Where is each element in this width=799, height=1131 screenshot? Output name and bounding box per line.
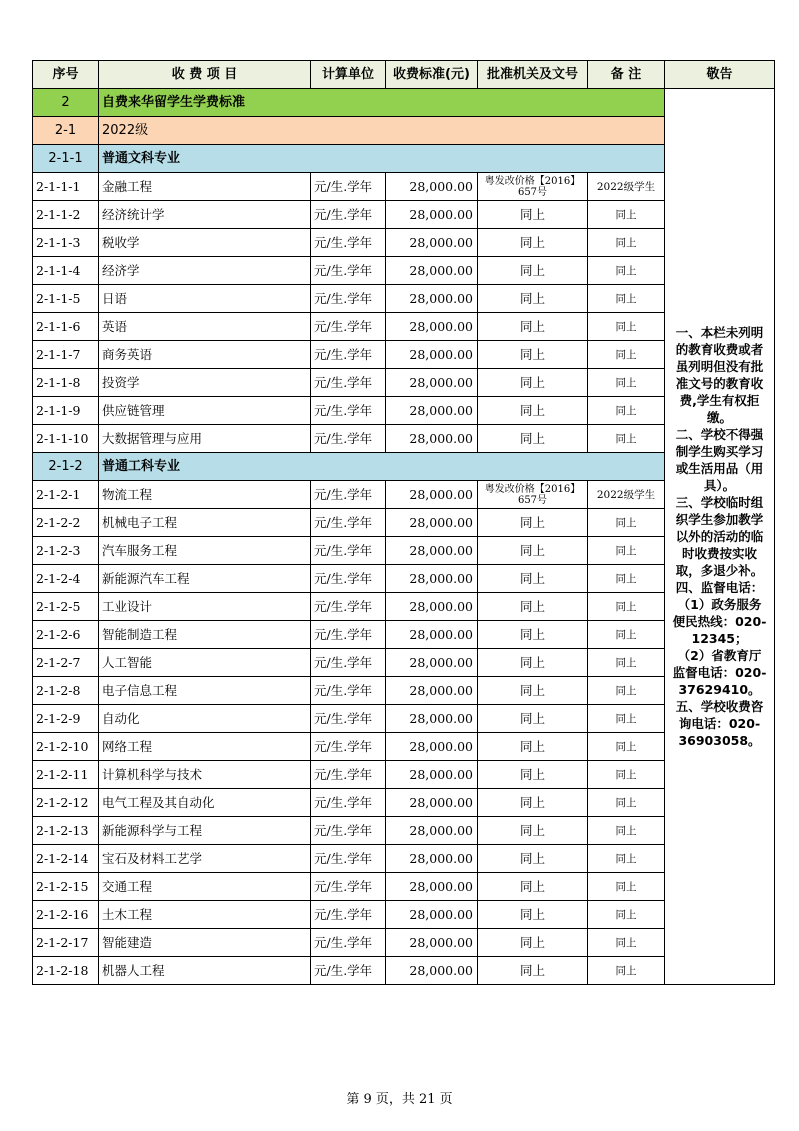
- notice-line: 37629410。: [678, 682, 761, 697]
- notice-line: 准文号的教育收: [675, 376, 764, 391]
- table-row: [33, 257, 775, 285]
- row-item-name: 网络工程: [99, 733, 311, 761]
- row-approval: 同上: [478, 593, 588, 621]
- row-fee: 28,000.00: [386, 565, 478, 593]
- row-item-name: 汽车服务工程: [99, 537, 311, 565]
- row-fee: 28,000.00: [386, 201, 478, 229]
- row-fee: 28,000.00: [386, 705, 478, 733]
- row-approval: 同上: [478, 845, 588, 873]
- row-approval: 粤发改价格【2016】657号: [478, 173, 588, 201]
- row-fee: 28,000.00: [386, 649, 478, 677]
- row-seq: 2-1-1-4: [33, 257, 99, 285]
- notice-line: 12345；: [691, 631, 748, 646]
- row-item-name: 智能制造工程: [99, 621, 311, 649]
- notice-line: 四、监督电话：: [675, 580, 764, 595]
- notice-line: 五、学校收费咨: [675, 699, 764, 714]
- row-remark: 同上: [588, 285, 665, 313]
- row-fee: 28,000.00: [386, 173, 478, 201]
- row-approval: 同上: [478, 313, 588, 341]
- row-seq: 2-1-2-9: [33, 705, 99, 733]
- row-unit: 元/生.学年: [311, 369, 386, 397]
- row-seq: 2-1-2-12: [33, 789, 99, 817]
- row-unit: 元/生.学年: [311, 341, 386, 369]
- row-approval: 同上: [478, 649, 588, 677]
- row-approval: 同上: [478, 873, 588, 901]
- row-approval: 同上: [478, 901, 588, 929]
- row-approval: 同上: [478, 285, 588, 313]
- row-unit: 元/生.学年: [311, 509, 386, 537]
- row-seq: 2-1-1-2: [33, 201, 99, 229]
- row-remark: 同上: [588, 929, 665, 957]
- row-approval: 同上: [478, 789, 588, 817]
- table-row: [33, 649, 775, 677]
- row-approval: 同上: [478, 537, 588, 565]
- notice-cell: [665, 89, 775, 985]
- row-fee: 28,000.00: [386, 957, 478, 985]
- table-row: [33, 173, 775, 201]
- row-approval: 同上: [478, 761, 588, 789]
- notice-line: 具）。: [703, 478, 736, 493]
- row-item-name: 新能源汽车工程: [99, 565, 311, 593]
- row-remark: 同上: [588, 873, 665, 901]
- row-remark: 同上: [588, 201, 665, 229]
- row-remark: 同上: [588, 313, 665, 341]
- row-fee: 28,000.00: [386, 369, 478, 397]
- row-remark: 同上: [588, 509, 665, 537]
- row-approval: 同上: [478, 705, 588, 733]
- row-remark: 同上: [588, 789, 665, 817]
- category-title: 普通文科专业: [99, 145, 665, 173]
- row-fee: 28,000.00: [386, 929, 478, 957]
- table-row: [33, 789, 775, 817]
- notice-line: 监督电话：020-: [672, 665, 767, 680]
- row-seq: 2-1-2-5: [33, 593, 99, 621]
- row-approval: 同上: [478, 425, 588, 453]
- row-unit: 元/生.学年: [311, 257, 386, 285]
- row-unit: 元/生.学年: [311, 593, 386, 621]
- notice-line: 织学生参加教学: [675, 512, 764, 527]
- row-remark: 同上: [588, 257, 665, 285]
- row-unit: 元/生.学年: [311, 425, 386, 453]
- row-remark: 同上: [588, 369, 665, 397]
- row-remark: 同上: [588, 537, 665, 565]
- category-seq: 2-1-2: [33, 453, 99, 481]
- row-unit: 元/生.学年: [311, 397, 386, 425]
- notice-line: 一、本栏未列明: [675, 325, 764, 340]
- row-unit: 元/生.学年: [311, 537, 386, 565]
- row-fee: 28,000.00: [386, 481, 478, 509]
- row-remark: 同上: [588, 341, 665, 369]
- row-seq: 2-1-2-2: [33, 509, 99, 537]
- table-row: [33, 369, 775, 397]
- row-remark: 同上: [588, 593, 665, 621]
- row-item-name: 智能建造: [99, 929, 311, 957]
- row-unit: 元/生.学年: [311, 481, 386, 509]
- header-seq: 序号: [33, 61, 99, 89]
- row-unit: 元/生.学年: [311, 873, 386, 901]
- row-item-name: 计算机科学与技术: [99, 761, 311, 789]
- page-footer: 第 9 页，共 21 页: [346, 1092, 453, 1107]
- row-seq: 2-1-1-6: [33, 313, 99, 341]
- row-fee: 28,000.00: [386, 873, 478, 901]
- row-seq: 2-1-1-3: [33, 229, 99, 257]
- table-row: [33, 845, 775, 873]
- row-remark: 同上: [588, 649, 665, 677]
- row-remark: 同上: [588, 845, 665, 873]
- row-fee: 28,000.00: [386, 257, 478, 285]
- row-unit: 元/生.学年: [311, 677, 386, 705]
- header-standard: 收费标准(元): [386, 61, 478, 89]
- row-fee: 28,000.00: [386, 733, 478, 761]
- table-row: [33, 313, 775, 341]
- row-seq: 2-1-2-7: [33, 649, 99, 677]
- row-approval: 同上: [478, 677, 588, 705]
- table-row: [33, 481, 775, 509]
- row-fee: 28,000.00: [386, 537, 478, 565]
- row-remark: 2022级学生: [588, 481, 665, 509]
- header-approval: 批准机关及文号: [478, 61, 588, 89]
- row-unit: 元/生.学年: [311, 957, 386, 985]
- row-unit: 元/生.学年: [311, 929, 386, 957]
- table-row: [33, 733, 775, 761]
- row-approval: 同上: [478, 201, 588, 229]
- row-unit: 元/生.学年: [311, 621, 386, 649]
- row-approval: 同上: [478, 257, 588, 285]
- row-item-name: 工业设计: [99, 593, 311, 621]
- notice-line: 取，多退少补。: [675, 563, 764, 578]
- row-fee: 28,000.00: [386, 621, 478, 649]
- row-item-name: 土木工程: [99, 901, 311, 929]
- row-unit: 元/生.学年: [311, 789, 386, 817]
- row-item-name: 电气工程及其自动化: [99, 789, 311, 817]
- notice-line: 询电话：020-: [678, 716, 761, 731]
- table-row: [33, 397, 775, 425]
- row-approval: 粤发改价格【2016】657号: [478, 481, 588, 509]
- fee-table: [32, 60, 775, 985]
- row-item-name: 自动化: [99, 705, 311, 733]
- row-item-name: 英语: [99, 313, 311, 341]
- row-remark: 同上: [588, 229, 665, 257]
- row-remark: 同上: [588, 817, 665, 845]
- header-unit: 计算单位: [311, 61, 386, 89]
- row-seq: 2-1-1-1: [33, 173, 99, 201]
- row-item-name: 金融工程: [99, 173, 311, 201]
- row-unit: 元/生.学年: [311, 565, 386, 593]
- notice-line: 或生活用品（用: [675, 461, 764, 476]
- row-item-name: 物流工程: [99, 481, 311, 509]
- notice-line: 的教育收费或者: [675, 342, 764, 357]
- row-unit: 元/生.学年: [311, 285, 386, 313]
- row-fee: 28,000.00: [386, 817, 478, 845]
- table-row: [33, 285, 775, 313]
- row-seq: 2-1-2-1: [33, 481, 99, 509]
- table-row: [33, 761, 775, 789]
- row-fee: 28,000.00: [386, 789, 478, 817]
- row-remark: 同上: [588, 901, 665, 929]
- row-seq: 2-1-1-7: [33, 341, 99, 369]
- row-fee: 28,000.00: [386, 845, 478, 873]
- notice-line: （2）省教育厅: [677, 648, 762, 663]
- row-remark: 同上: [588, 705, 665, 733]
- notice-line: 费,学生有权拒: [679, 393, 760, 408]
- table-row: [33, 593, 775, 621]
- row-remark: 同上: [588, 425, 665, 453]
- row-seq: 2-1-2-18: [33, 957, 99, 985]
- row-seq: 2-1-1-5: [33, 285, 99, 313]
- table-row: [33, 201, 775, 229]
- header-row: [33, 61, 775, 89]
- notice-line: 缴。: [706, 410, 732, 425]
- category-row-level3: [33, 453, 775, 481]
- row-unit: 元/生.学年: [311, 733, 386, 761]
- row-unit: 元/生.学年: [311, 901, 386, 929]
- row-item-name: 税收学: [99, 229, 311, 257]
- table-row: [33, 341, 775, 369]
- row-unit: 元/生.学年: [311, 201, 386, 229]
- row-remark: 同上: [588, 397, 665, 425]
- table-row: [33, 929, 775, 957]
- category-row-level3: [33, 145, 775, 173]
- row-approval: 同上: [478, 957, 588, 985]
- table-row: [33, 873, 775, 901]
- row-item-name: 人工智能: [99, 649, 311, 677]
- row-approval: 同上: [478, 229, 588, 257]
- table-row: [33, 677, 775, 705]
- row-unit: 元/生.学年: [311, 761, 386, 789]
- table-row: [33, 621, 775, 649]
- row-approval: 同上: [478, 509, 588, 537]
- row-seq: 2-1-2-10: [33, 733, 99, 761]
- row-approval: 同上: [478, 397, 588, 425]
- row-approval: 同上: [478, 341, 588, 369]
- table-row: [33, 425, 775, 453]
- row-remark: 同上: [588, 761, 665, 789]
- row-item-name: 交通工程: [99, 873, 311, 901]
- notice-line: 36903058。: [678, 733, 761, 748]
- row-fee: 28,000.00: [386, 341, 478, 369]
- row-seq: 2-1-1-8: [33, 369, 99, 397]
- row-approval: 同上: [478, 733, 588, 761]
- row-unit: 元/生.学年: [311, 817, 386, 845]
- row-item-name: 电子信息工程: [99, 677, 311, 705]
- row-fee: 28,000.00: [386, 593, 478, 621]
- row-item-name: 大数据管理与应用: [99, 425, 311, 453]
- table-row: [33, 817, 775, 845]
- row-unit: 元/生.学年: [311, 705, 386, 733]
- table-row: [33, 537, 775, 565]
- header-notice: 敬告: [665, 61, 775, 89]
- row-item-name: 经济统计学: [99, 201, 311, 229]
- row-fee: 28,000.00: [386, 901, 478, 929]
- notice-line: 制学生购买学习: [675, 444, 764, 459]
- row-remark: 2022级学生: [588, 173, 665, 201]
- category-title: 自费来华留学生学费标准: [99, 89, 665, 117]
- category-title: 2022级: [99, 117, 665, 145]
- notice-line: （1）政务服务: [677, 597, 762, 612]
- row-approval: 同上: [478, 369, 588, 397]
- row-unit: 元/生.学年: [311, 313, 386, 341]
- row-fee: 28,000.00: [386, 229, 478, 257]
- row-fee: 28,000.00: [386, 425, 478, 453]
- row-seq: 2-1-2-15: [33, 873, 99, 901]
- notice-line: 便民热线：020-: [672, 614, 767, 629]
- row-approval: 同上: [478, 929, 588, 957]
- table-row: [33, 901, 775, 929]
- row-item-name: 投资学: [99, 369, 311, 397]
- row-item-name: 机器人工程: [99, 957, 311, 985]
- notice-line: 三、学校临时组: [675, 495, 764, 510]
- category-title: 普通工科专业: [99, 453, 665, 481]
- row-fee: 28,000.00: [386, 285, 478, 313]
- row-item-name: 经济学: [99, 257, 311, 285]
- table-row: [33, 957, 775, 985]
- table-row: [33, 705, 775, 733]
- row-fee: 28,000.00: [386, 677, 478, 705]
- row-unit: 元/生.学年: [311, 845, 386, 873]
- row-approval: 同上: [478, 565, 588, 593]
- category-seq: 2: [33, 89, 99, 117]
- notice-line: 以外的活动的临: [675, 529, 764, 544]
- row-fee: 28,000.00: [386, 313, 478, 341]
- row-seq: 2-1-2-11: [33, 761, 99, 789]
- row-unit: 元/生.学年: [311, 649, 386, 677]
- category-row-level1: [33, 89, 775, 117]
- row-remark: 同上: [588, 957, 665, 985]
- row-seq: 2-1-2-4: [33, 565, 99, 593]
- row-unit: 元/生.学年: [311, 229, 386, 257]
- row-item-name: 宝石及材料工艺学: [99, 845, 311, 873]
- row-remark: 同上: [588, 733, 665, 761]
- category-seq: 2-1-1: [33, 145, 99, 173]
- table-row: [33, 229, 775, 257]
- table-row: [33, 565, 775, 593]
- row-seq: 2-1-2-13: [33, 817, 99, 845]
- row-seq: 2-1-1-9: [33, 397, 99, 425]
- row-item-name: 机械电子工程: [99, 509, 311, 537]
- row-seq: 2-1-2-6: [33, 621, 99, 649]
- row-item-name: 商务英语: [99, 341, 311, 369]
- row-item-name: 日语: [99, 285, 311, 313]
- row-seq: 2-1-2-8: [33, 677, 99, 705]
- row-seq: 2-1-2-16: [33, 901, 99, 929]
- row-fee: 28,000.00: [386, 509, 478, 537]
- header-remark: 备 注: [588, 61, 665, 89]
- notice-line: 虽列明但没有批: [675, 359, 764, 374]
- row-remark: 同上: [588, 565, 665, 593]
- row-approval: 同上: [478, 621, 588, 649]
- row-unit: 元/生.学年: [311, 173, 386, 201]
- row-fee: 28,000.00: [386, 761, 478, 789]
- row-item-name: 供应链管理: [99, 397, 311, 425]
- row-seq: 2-1-2-3: [33, 537, 99, 565]
- row-item-name: 新能源科学与工程: [99, 817, 311, 845]
- category-seq: 2-1: [33, 117, 99, 145]
- header-item: 收 费 项 目: [99, 61, 311, 89]
- row-seq: 2-1-1-10: [33, 425, 99, 453]
- row-remark: 同上: [588, 677, 665, 705]
- notice-line: 时收费按实收: [681, 546, 757, 561]
- row-remark: 同上: [588, 621, 665, 649]
- row-seq: 2-1-2-14: [33, 845, 99, 873]
- table-row: [33, 509, 775, 537]
- category-row-level2: [33, 117, 775, 145]
- row-approval: 同上: [478, 817, 588, 845]
- row-seq: 2-1-2-17: [33, 929, 99, 957]
- row-fee: 28,000.00: [386, 397, 478, 425]
- notice-line: 二、学校不得强: [675, 427, 764, 442]
